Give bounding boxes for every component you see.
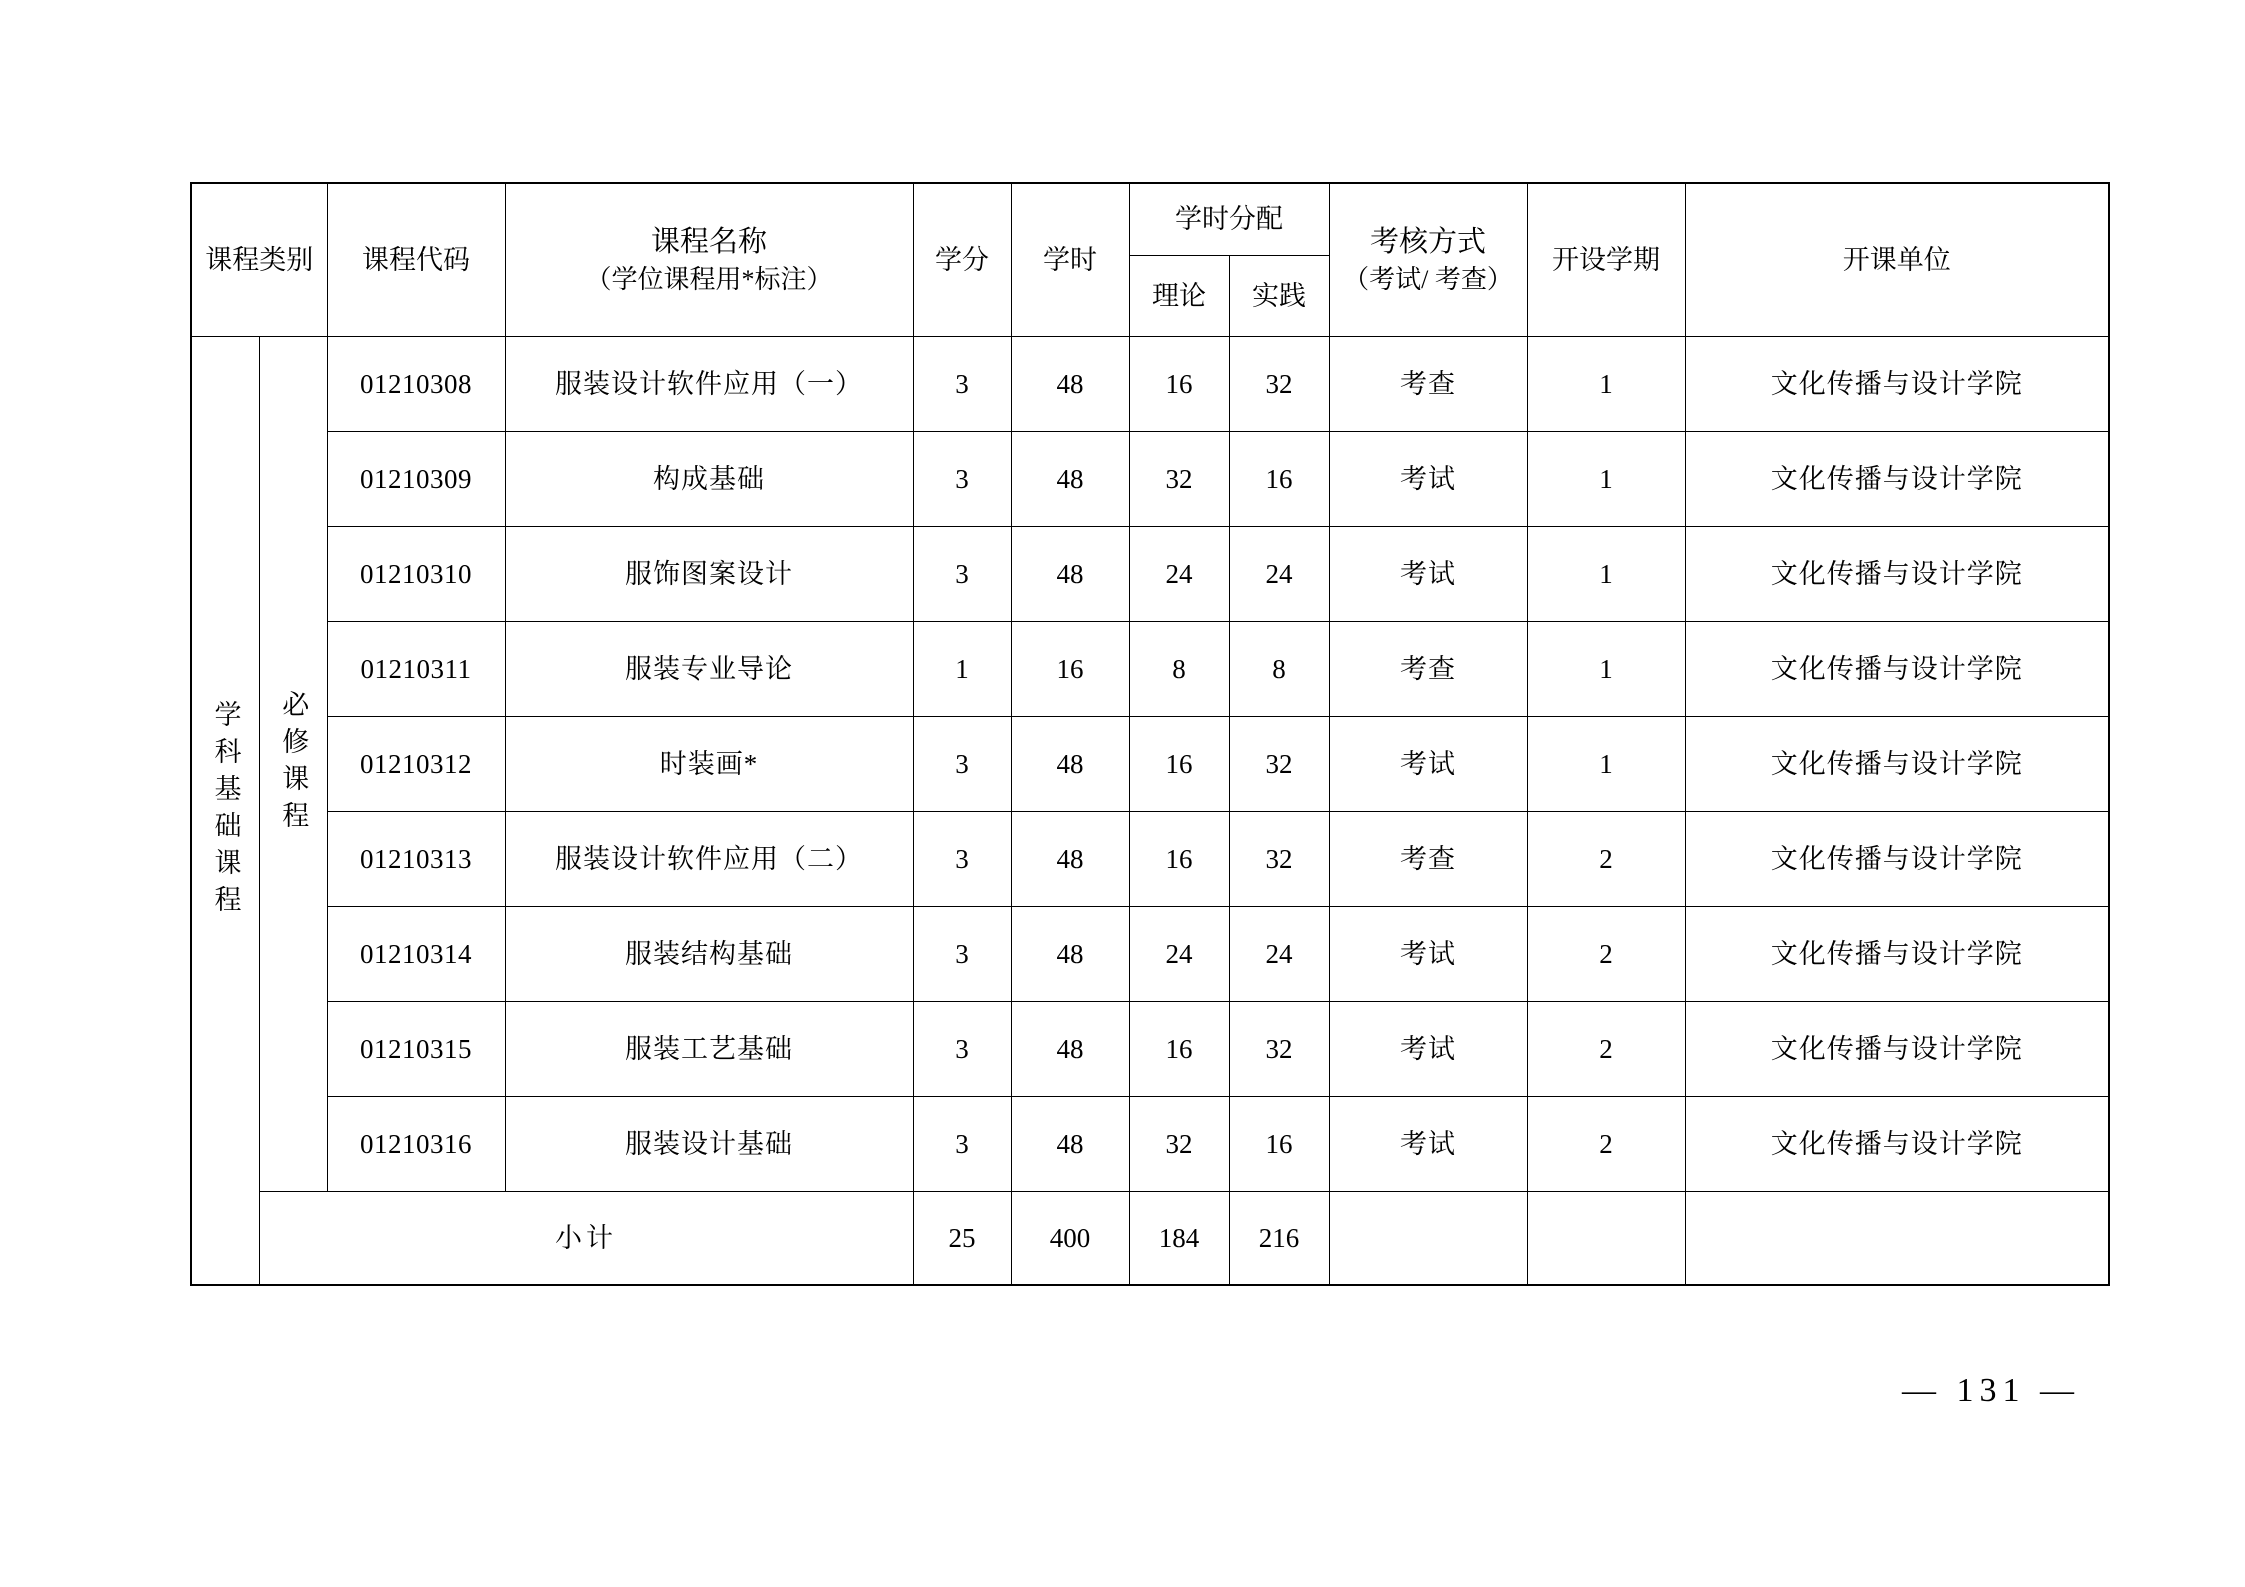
cell-name: 服装设计软件应用（一） (505, 337, 913, 432)
cell-credit: 3 (913, 717, 1011, 812)
cell-theory: 16 (1129, 812, 1229, 907)
cell-name: 时装画* (505, 717, 913, 812)
cell-code: 01210312 (327, 717, 505, 812)
cell-term: 1 (1527, 432, 1685, 527)
header-name-line1: 课程名称 (650, 225, 767, 258)
cell-credit: 3 (913, 1097, 1011, 1192)
cell-name: 服装结构基础 (505, 907, 913, 1002)
header-name (505, 183, 913, 337)
header-exam (1329, 183, 1527, 337)
cell-unit: 文化传播与设计学院 (1685, 1002, 2109, 1097)
cell-credit: 3 (913, 812, 1011, 907)
table-row (191, 622, 2109, 717)
cell-hours: 48 (1011, 432, 1129, 527)
cell-unit: 文化传播与设计学院 (1685, 907, 2109, 1002)
cell-practice: 32 (1229, 1002, 1329, 1097)
header-exam-line2: （考试/ 考查） (1343, 265, 1513, 295)
cell-hours: 48 (1011, 717, 1129, 812)
cell-credit: 1 (913, 622, 1011, 717)
cell-exam: 考试 (1329, 1097, 1527, 1192)
header-practice: 实践 (1229, 256, 1329, 337)
cell-unit: 文化传播与设计学院 (1685, 337, 2109, 432)
subtotal-exam (1329, 1192, 1527, 1286)
cell-theory: 32 (1129, 1097, 1229, 1192)
cell-theory: 32 (1129, 432, 1229, 527)
cell-theory: 24 (1129, 527, 1229, 622)
cell-hours: 48 (1011, 527, 1129, 622)
course-table-container (190, 182, 2108, 1286)
cell-name: 服装设计基础 (505, 1097, 913, 1192)
table-row (191, 527, 2109, 622)
cell-exam: 考查 (1329, 812, 1527, 907)
cell-exam: 考查 (1329, 622, 1527, 717)
cell-unit: 文化传播与设计学院 (1685, 622, 2109, 717)
table-row (191, 432, 2109, 527)
cell-hours: 48 (1011, 337, 1129, 432)
cell-practice: 24 (1229, 527, 1329, 622)
category-main-label: 学科基础课程 (210, 699, 241, 922)
cell-code: 01210315 (327, 1002, 505, 1097)
header-name-line2: （学位课程用*标注） (585, 265, 833, 295)
header-term: 开设学期 (1527, 183, 1685, 337)
cell-credit: 3 (913, 1002, 1011, 1097)
cell-theory: 16 (1129, 1002, 1229, 1097)
subtotal-practice: 216 (1229, 1192, 1329, 1286)
cell-exam: 考查 (1329, 337, 1527, 432)
cell-code: 01210313 (327, 812, 505, 907)
header-exam-line1: 考核方式 (1369, 225, 1486, 258)
table-row (191, 1002, 2109, 1097)
cell-unit: 文化传播与设计学院 (1685, 1097, 2109, 1192)
category-sub-cell (259, 337, 327, 1192)
subtotal-hours: 400 (1011, 1192, 1129, 1286)
cell-practice: 16 (1229, 1097, 1329, 1192)
cell-practice: 24 (1229, 907, 1329, 1002)
header-category: 课程类别 (191, 183, 327, 337)
table-header (191, 183, 2109, 337)
cell-term: 2 (1527, 1097, 1685, 1192)
cell-credit: 3 (913, 432, 1011, 527)
cell-code: 01210316 (327, 1097, 505, 1192)
cell-practice: 32 (1229, 812, 1329, 907)
table-row (191, 717, 2109, 812)
cell-term: 1 (1527, 717, 1685, 812)
subtotal-unit (1685, 1192, 2109, 1286)
page-number: — 131 — (1902, 1372, 2080, 1409)
cell-credit: 3 (913, 337, 1011, 432)
cell-exam: 考试 (1329, 527, 1527, 622)
cell-code: 01210309 (327, 432, 505, 527)
header-hours: 学时 (1011, 183, 1129, 337)
table-row (191, 337, 2109, 432)
cell-name: 服饰图案设计 (505, 527, 913, 622)
cell-credit: 3 (913, 527, 1011, 622)
cell-code: 01210314 (327, 907, 505, 1002)
cell-unit: 文化传播与设计学院 (1685, 527, 2109, 622)
header-row-1 (191, 183, 2109, 256)
cell-theory: 8 (1129, 622, 1229, 717)
cell-theory: 16 (1129, 717, 1229, 812)
cell-exam: 考试 (1329, 907, 1527, 1002)
cell-exam: 考试 (1329, 717, 1527, 812)
cell-unit: 文化传播与设计学院 (1685, 812, 2109, 907)
cell-term: 1 (1527, 622, 1685, 717)
cell-exam: 考试 (1329, 432, 1527, 527)
cell-practice: 32 (1229, 717, 1329, 812)
cell-code: 01210311 (327, 622, 505, 717)
cell-exam: 考试 (1329, 1002, 1527, 1097)
cell-hours: 16 (1011, 622, 1129, 717)
cell-practice: 16 (1229, 432, 1329, 527)
cell-theory: 16 (1129, 337, 1229, 432)
category-main-cell (191, 337, 259, 1286)
cell-term: 1 (1527, 337, 1685, 432)
table-row (191, 907, 2109, 1002)
header-unit: 开课单位 (1685, 183, 2109, 337)
cell-name: 服装工艺基础 (505, 1002, 913, 1097)
subtotal-label: 小计 (259, 1192, 913, 1286)
cell-hours: 48 (1011, 812, 1129, 907)
header-code: 课程代码 (327, 183, 505, 337)
cell-code: 01210310 (327, 527, 505, 622)
cell-practice: 8 (1229, 622, 1329, 717)
table-body (191, 337, 2109, 1286)
subtotal-credit: 25 (913, 1192, 1011, 1286)
cell-term: 2 (1527, 907, 1685, 1002)
subtotal-row (191, 1192, 2109, 1286)
subtotal-term (1527, 1192, 1685, 1286)
table-row (191, 1097, 2109, 1192)
cell-term: 2 (1527, 1002, 1685, 1097)
cell-unit: 文化传播与设计学院 (1685, 432, 2109, 527)
cell-name: 服装专业导论 (505, 622, 913, 717)
cell-practice: 32 (1229, 337, 1329, 432)
table-row (191, 812, 2109, 907)
cell-code: 01210308 (327, 337, 505, 432)
cell-term: 1 (1527, 527, 1685, 622)
course-table (190, 182, 2110, 1286)
cell-hours: 48 (1011, 1097, 1129, 1192)
cell-unit: 文化传播与设计学院 (1685, 717, 2109, 812)
cell-name: 构成基础 (505, 432, 913, 527)
category-sub-label: 必修课程 (278, 690, 309, 838)
cell-hours: 48 (1011, 907, 1129, 1002)
cell-term: 2 (1527, 812, 1685, 907)
cell-hours: 48 (1011, 1002, 1129, 1097)
cell-name: 服装设计软件应用（二） (505, 812, 913, 907)
header-hours-split: 学时分配 (1129, 183, 1329, 256)
header-credit: 学分 (913, 183, 1011, 337)
subtotal-theory: 184 (1129, 1192, 1229, 1286)
cell-theory: 24 (1129, 907, 1229, 1002)
cell-credit: 3 (913, 907, 1011, 1002)
header-theory: 理论 (1129, 256, 1229, 337)
